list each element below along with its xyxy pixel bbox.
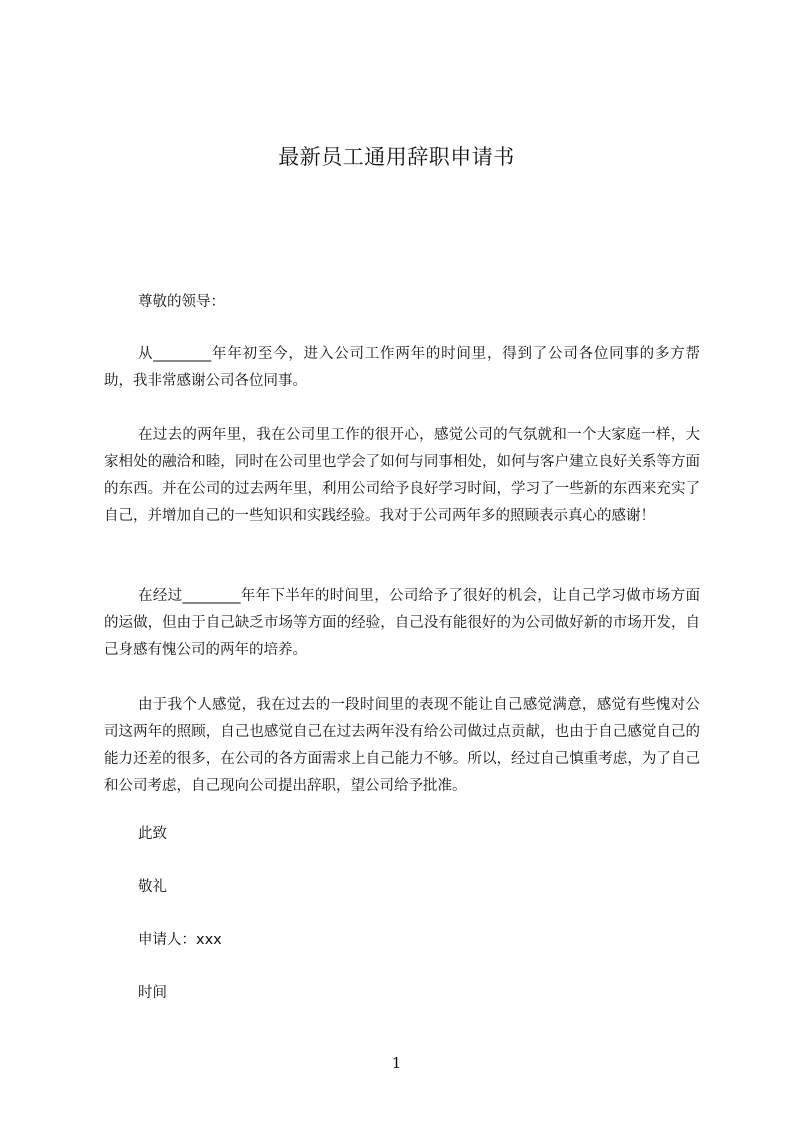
date-label: 时间: [138, 985, 167, 1001]
paragraph-1: 从________年年初至今，进入公司工作两年的时间里，得到了公司各位同事的多方帮助，我非常感谢公司各位同事。: [104, 346, 700, 389]
paragraph-2: 在过去的两年里，我在公司里工作的很开心，感觉公司的气氛就和一个大家庭一样，大家相处的融洽和睦，同时在公司里也学会了如何与同事相处，如何与客户建立良好关系等方面的东西。并在公司的过去两年里，利用公司给予良好学习时间，学习了一些新的东西来充实了自己，并增加自己的一些知识和实践经验。我对于公司两年多的照顾表示真心的感谢！: [104, 427, 700, 524]
closing-respectfully: 此致: [138, 826, 167, 842]
applicant-line: 申请人：xxx: [138, 932, 222, 948]
paragraph-3: 在经过________年年下半年的时间里，公司给予了很好的机会，让自己学习做市场方面的运做，但由于自己缺乏市场等方面的经验，自己没有能很好的为公司做好新的市场开发，自己身感有愧公司的两年的培养。: [104, 588, 700, 658]
salutation: 尊敬的领导：: [138, 294, 225, 310]
paragraph-4: 由于我个人感觉，我在过去的一段时间里的表现不能让自己感觉满意，感觉有些愧对公司这两年的照顾，自己也感觉自己在过去两年没有给公司做过点贡献，也由于自己感觉自己的能力还差的很多，在公司的各方面需求上自己能力不够。所以，经过自己慎重考虑，为了自己和公司考虑，自己现向公司提出辞职，望公司给予批准。: [104, 697, 700, 794]
page-number: 1: [391, 1054, 402, 1072]
closing-salute: 敬礼: [138, 879, 167, 895]
document-title: 最新员工通用辞职申请书: [278, 145, 515, 169]
